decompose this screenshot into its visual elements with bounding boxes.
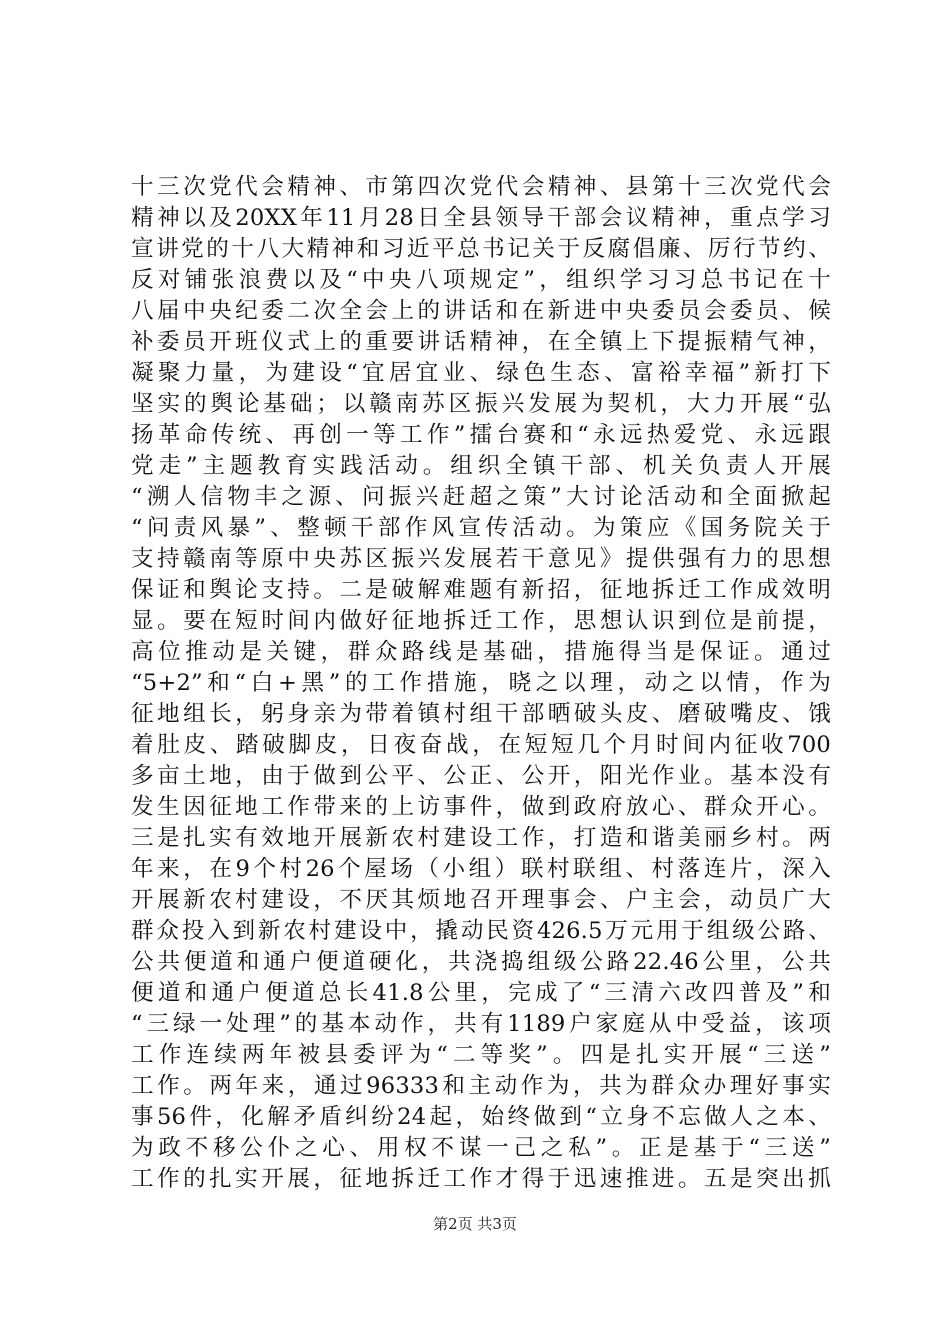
text-line: 凝聚力量，为建设“宜居宜业、绿色生态、富裕幸福”新打下 [131,360,831,386]
text-line: 工作连续两年被县委评为“二等奖”。四是扎实开展“三送” [131,1042,831,1068]
text-line: 开展新农村建设，不厌其烦地召开理事会、户主会，动员广大 [131,887,831,913]
text-line: “溯人信物丰之源、问振兴赶超之策”大讨论活动和全面掀起 [131,484,831,510]
text-line: 宣讲党的十八大精神和习近平总书记关于反腐倡廉、厉行节约、 [131,236,831,262]
page-number-footer: 第2页 共3页 [433,1215,517,1233]
text-line: 为政不移公仆之心、用权不谋一己之私”。正是基于“三送” [131,1135,831,1161]
text-line: 多亩土地，由于做到公平、公正、公开，阳光作业。基本没有 [131,763,831,789]
text-line: 精神以及20XX年11月28日全县领导干部会议精神，重点学习 [131,205,831,231]
text-line: 坚实的舆论基础；以赣南苏区振兴发展为契机，大力开展“弘 [131,391,831,417]
text-line: “三绿一处理”的基本动作，共有1189户家庭从中受益，该项 [131,1011,831,1037]
text-line: 十三次党代会精神、市第四次党代会精神、县第十三次党代会 [131,174,831,200]
text-line: 三是扎实有效地开展新农村建设工作，打造和谐美丽乡村。两 [131,825,831,851]
text-line: 反对铺张浪费以及“中央八项规定”，组织学习习总书记在十 [131,267,831,293]
text-line: 党走”主题教育实践活动。组织全镇干部、机关负责人开展 [131,453,831,479]
text-line: 公共便道和通户便道硬化，共浇捣组级公路22.46公里，公共 [131,949,831,975]
text-line: 补委员开班仪式上的重要讲话精神，在全镇上下提振精气神， [131,329,831,355]
text-line: 工作。两年来，通过96333和主动作为，共为群众办理好事实 [131,1073,831,1099]
text-line: 八届中央纪委二次全会上的讲话和在新进中央委员会委员、候 [131,298,831,324]
text-line: 事56件，化解矛盾纠纷24起，始终做到“立身不忘做人之本、 [131,1104,831,1130]
text-line: 工作的扎实开展，征地拆迁工作才得于迅速推进。五是突出抓 [131,1166,831,1192]
text-line: 支持赣南等原中央苏区振兴发展若干意见》提供强有力的思想 [131,546,831,572]
text-line: 高位推动是关键，群众路线是基础，措施得当是保证。通过 [131,639,831,665]
text-line: 年来，在9个村26个屋场（小组）联村联组、村落连片，深入 [131,856,831,882]
text-line: 便道和通户便道总长41.8公里，完成了“三清六改四普及”和 [131,980,831,1006]
text-line: 征地组长，躬身亲为带着镇村组干部晒破头皮、磨破嘴皮、饿 [131,701,831,727]
text-line: 扬革命传统、再创一等工作”擂台赛和“永远热爱党、永远跟 [131,422,831,448]
text-line: 保证和舆论支持。二是破解难题有新招，征地拆迁工作成效明 [131,577,831,603]
text-line: “5+2”和“白+黑”的工作措施，晓之以理，动之以情，作为 [131,670,831,696]
text-line: “问责风暴”、整顿干部作风宣传活动。为策应《国务院关于 [131,515,831,541]
text-line: 发生因征地工作带来的上访事件，做到政府放心、群众开心。 [131,794,831,820]
text-line: 群众投入到新农村建设中，撬动民资426.5万元用于组级公路、 [131,918,831,944]
text-line: 显。要在短时间内做好征地拆迁工作，思想认识到位是前提， [131,608,831,634]
text-line: 着肚皮、踏破脚皮，日夜奋战，在短短几个月时间内征收700 [131,732,831,758]
body-text [131,172,831,1195]
